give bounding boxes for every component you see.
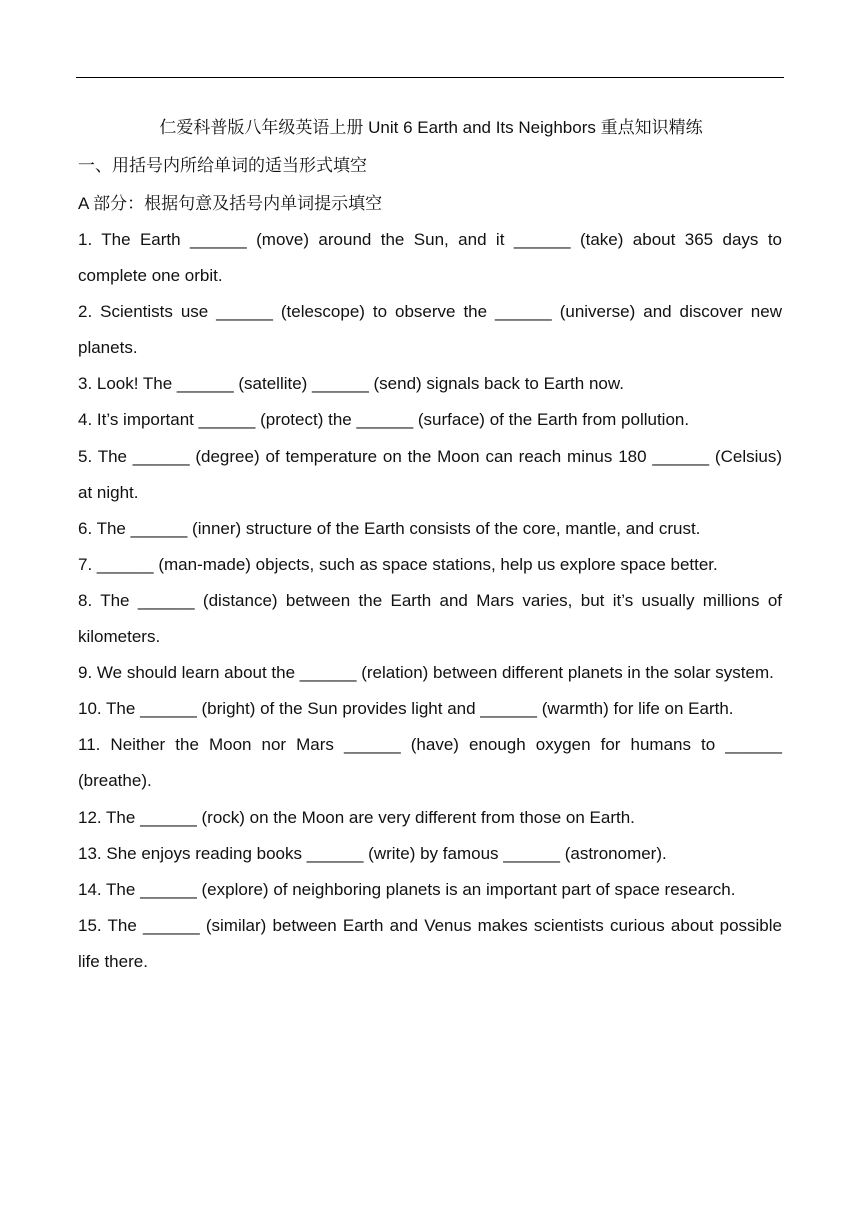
question-7: 7. ______ (man-made) objects, such as space stations, help us explore space better.: [78, 554, 718, 574]
question-8: 8. The ______ (distance) between the Earth and Mars varies, but it’s usually millions of kilometers.: [78, 590, 782, 647]
question-5: 5. The ______ (degree) of temperature on the Moon can reach minus 180 ______ (Celsius) at night.: [78, 446, 782, 502]
question-4: 4. It’s important ______ (protect) the ______ (surface) of the Earth from pollution.: [78, 410, 690, 430]
question-9: 9. We should learn about the ______ (relation) between different planets in the solar system.: [78, 663, 774, 683]
question-6: 6. The ______ (inner) structure of the Earth consists of the core, mantle, and crust.: [78, 518, 701, 538]
question-11: 11. Neither the Moon nor Mars ______ (have) enough oxygen for humans to ______ (breathe).: [78, 735, 782, 791]
question-10: 10. The ______ (bright) of the Sun provides light and ______ (warmth) for life on Earth.: [78, 699, 734, 719]
question-12: 12. The ______ (rock) on the Moon are very different from those on Earth.: [78, 807, 635, 827]
section-heading: 一、用括号内所给单词的适当形式填空: [78, 156, 367, 175]
question-2: 2. Scientists use ______ (telescope) to observe the ______ (universe) and discover new planets.: [78, 302, 782, 358]
header-rule: [76, 77, 784, 78]
question-15: 15. The ______ (similar) between Earth and Venus makes scientists curious about possible life there.: [78, 915, 782, 971]
question-14: 14. The ______ (explore) of neighboring planets is an important part of space research.: [78, 879, 736, 899]
document-title: 仁爱科普版八年级英语上册 Unit 6 Earth and Its Neighbors 重点知识精练: [159, 118, 703, 137]
question-3: 3. Look! The ______ (satellite) ______ (send) signals back to Earth now.: [78, 374, 624, 394]
question-1: 1. The Earth ______ (move) around the Sun, and it ______ (take) about 365 days to complete one orbit.: [78, 230, 782, 286]
document-content: [78, 110, 782, 980]
question-13: 13. She enjoys reading books ______ (write) by famous ______ (astronomer).: [78, 843, 667, 863]
part-heading: A 部分：根据句意及括号内单词提示填空: [78, 194, 383, 213]
